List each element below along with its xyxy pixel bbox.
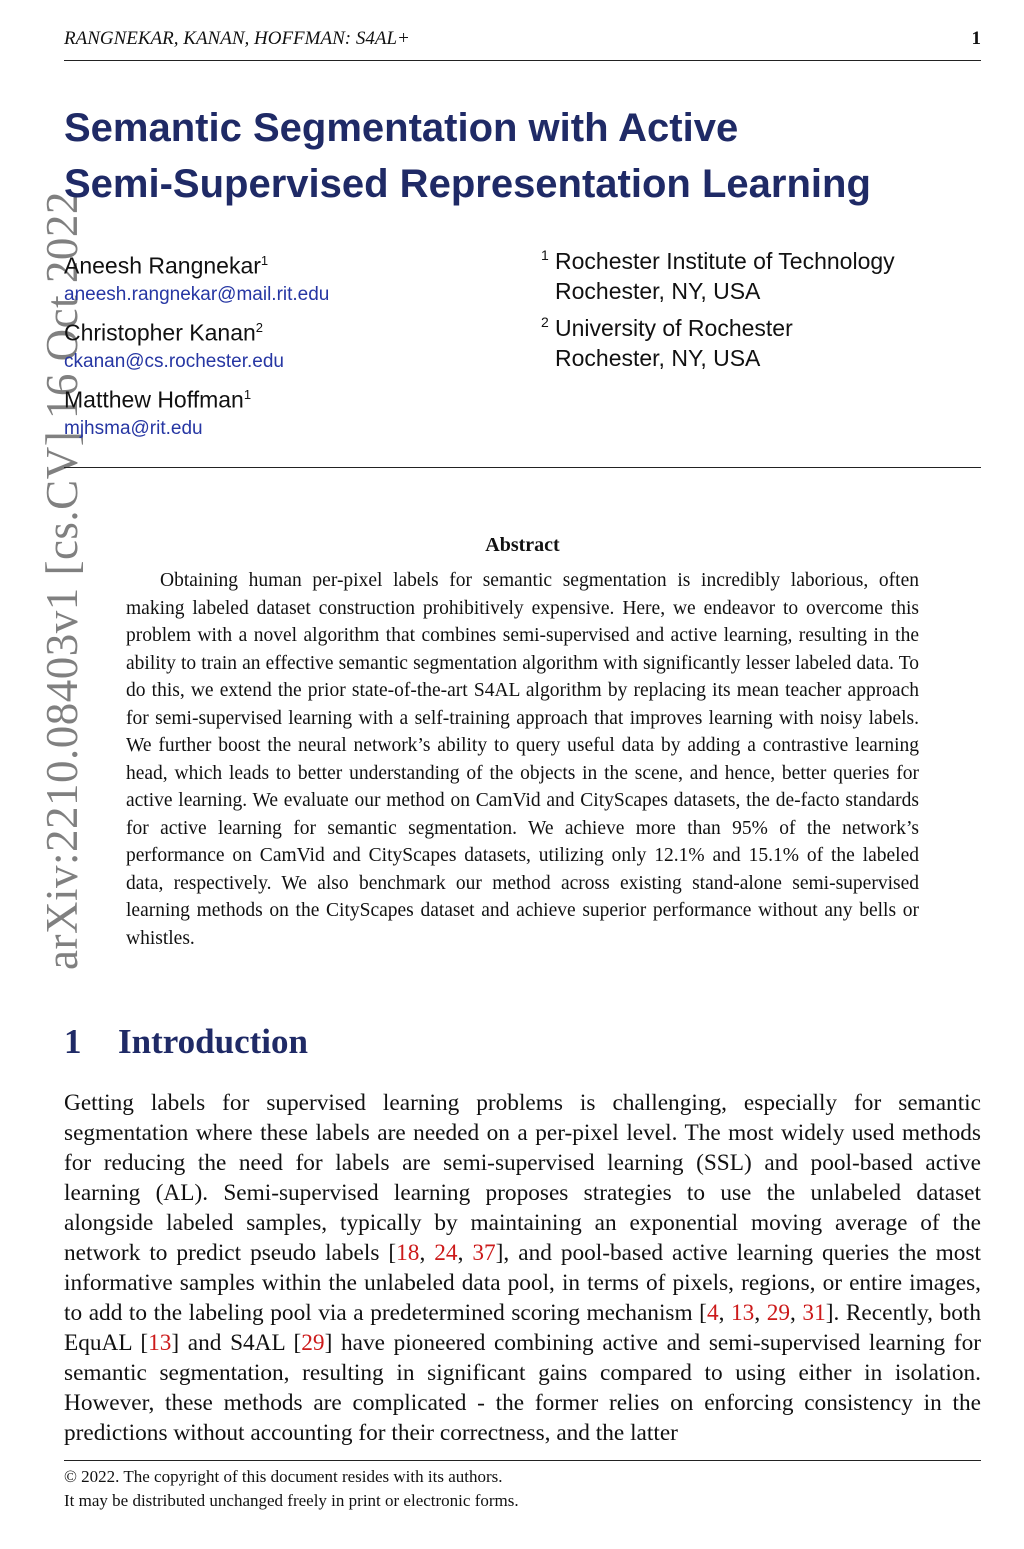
author-email-link[interactable]: ckanan@cs.rochester.edu xyxy=(64,350,284,372)
affiliation-block xyxy=(541,246,895,306)
arxiv-identifier[interactable]: arXiv:2210.08403v1 [cs.CV] 16 Oct 2022 xyxy=(37,191,87,970)
author-email-link[interactable]: mjhsma@rit.edu xyxy=(64,417,203,439)
affiliation-institution: Rochester Institute of Technology xyxy=(555,248,895,274)
header-divider xyxy=(64,467,981,468)
introduction-paragraph: Getting labels for supervised learning problems is challenging, especially for semantic segmentation where these labels are needed on a per-pixel level. The most widely used methods for reducing the need for labels are semi-supervised learning (SSL) and pool-based active learning (AL). Semi-supervised learning proposes strategies to use the unlabeled dataset alongside labeled samples, typically by maintaining an exponential moving average of the network to predict pseudo labels [18, 24, 37], and pool-based active learning queries the most informative samples within the unlabeled data pool, in terms of pixels, regions, or entire images, to add to the labeling pool via a predetermined scoring mechanism [4, 13, 29, 31]. Recently, both EquAL [13] and S4AL [29] have pioneered combining active and semi-supervised learning for semantic segmentation, resulting in significant gains compared to using either in isolation. However, these methods are complicated - the former relies on enforcing consistency in the predictions without accounting for their correctness, and the latter xyxy=(64,1090,981,1446)
title-line-2: Semi-Supervised Representation Learning xyxy=(64,162,871,206)
abstract-body: Obtaining human per-pixel labels for semantic segmentation is incredibly laborious, often making labeled dataset construction prohibitively expensive. Here, we endeavor to overcome this problem with a novel algorithm that combines semi-supervised and active learning, resulting in the ability to train an effective semantic segmentation algorithm with significantly lesser labeled data. To do this, we extend the prior state-of-the-art S4AL algorithm by replacing its mean teacher approach for semi-supervised learning with a self-training approach that improves learning with noisy labels. We further boost the neural network’s ability to query useful data by adding a contrastive learning head, which leads to better understanding of the objects in the scene, and hence, better queries for active learning. We evaluate our method on CamVid and CityScapes datasets, the de-facto standards for active learning for semantic segmentation. We achieve more than 95% of the network’s performance on CamVid and CityScapes datasets, utilizing only 12.1% and 15.1% of the labeled data, respectively. We also benchmark our method across existing stand-alone semi-supervised learning methods on the CityScapes dataset and achieve superior performance without any bells or whistles. xyxy=(126,570,919,949)
author-name: Aneesh Rangnekar$^1$ xyxy=(64,252,269,279)
author-block xyxy=(64,246,329,309)
affiliation-location: Rochester, NY, USA xyxy=(555,345,761,371)
citation-link[interactable]: 13 xyxy=(731,1300,755,1326)
section-number: 1 xyxy=(64,1022,82,1061)
page-number: 1 xyxy=(971,28,981,49)
author-block xyxy=(64,313,284,376)
citation-link[interactable]: 4 xyxy=(706,1300,719,1326)
affiliation-mark: 1 xyxy=(541,247,549,263)
affiliation-institution: University of Rochester xyxy=(555,315,793,341)
citation-link[interactable]: 29 xyxy=(301,1330,325,1356)
citation-link[interactable]: 24 xyxy=(434,1240,458,1266)
affiliation-mark: 2 xyxy=(541,314,549,330)
section-title: Introduction xyxy=(118,1022,308,1061)
citation-link[interactable]: 18 xyxy=(396,1240,420,1266)
section-heading xyxy=(64,1022,308,1062)
citation-link[interactable]: 31 xyxy=(802,1300,826,1326)
author-name: Christopher Kanan$^2$ xyxy=(64,319,264,346)
citation-link[interactable]: 13 xyxy=(148,1330,172,1356)
running-title: RANGNEKAR, KANAN, HOFFMAN: S4AL+ xyxy=(64,28,410,49)
author-name: Matthew Hoffman$^1$ xyxy=(64,386,252,413)
author-block xyxy=(64,380,251,443)
affiliation-block xyxy=(541,313,793,373)
distribution-line: It may be distributed unchanged freely in print or electronic forms. xyxy=(64,1491,519,1510)
author-email-link[interactable]: aneesh.rangnekar@mail.rit.edu xyxy=(64,283,330,305)
affiliation-location: Rochester, NY, USA xyxy=(555,278,761,304)
title-line-1: Semantic Segmentation with Active xyxy=(64,106,739,150)
running-header xyxy=(64,28,981,61)
copyright-line: © 2022. The copyright of this document resides with its authors. xyxy=(64,1467,503,1486)
citation-link[interactable]: 37 xyxy=(472,1240,496,1266)
copyright-footer xyxy=(64,1465,519,1513)
footer-divider xyxy=(64,1460,981,1461)
citation-link[interactable]: 29 xyxy=(766,1300,791,1326)
abstract-heading: Abstract xyxy=(485,534,560,556)
paper-title xyxy=(64,100,981,212)
